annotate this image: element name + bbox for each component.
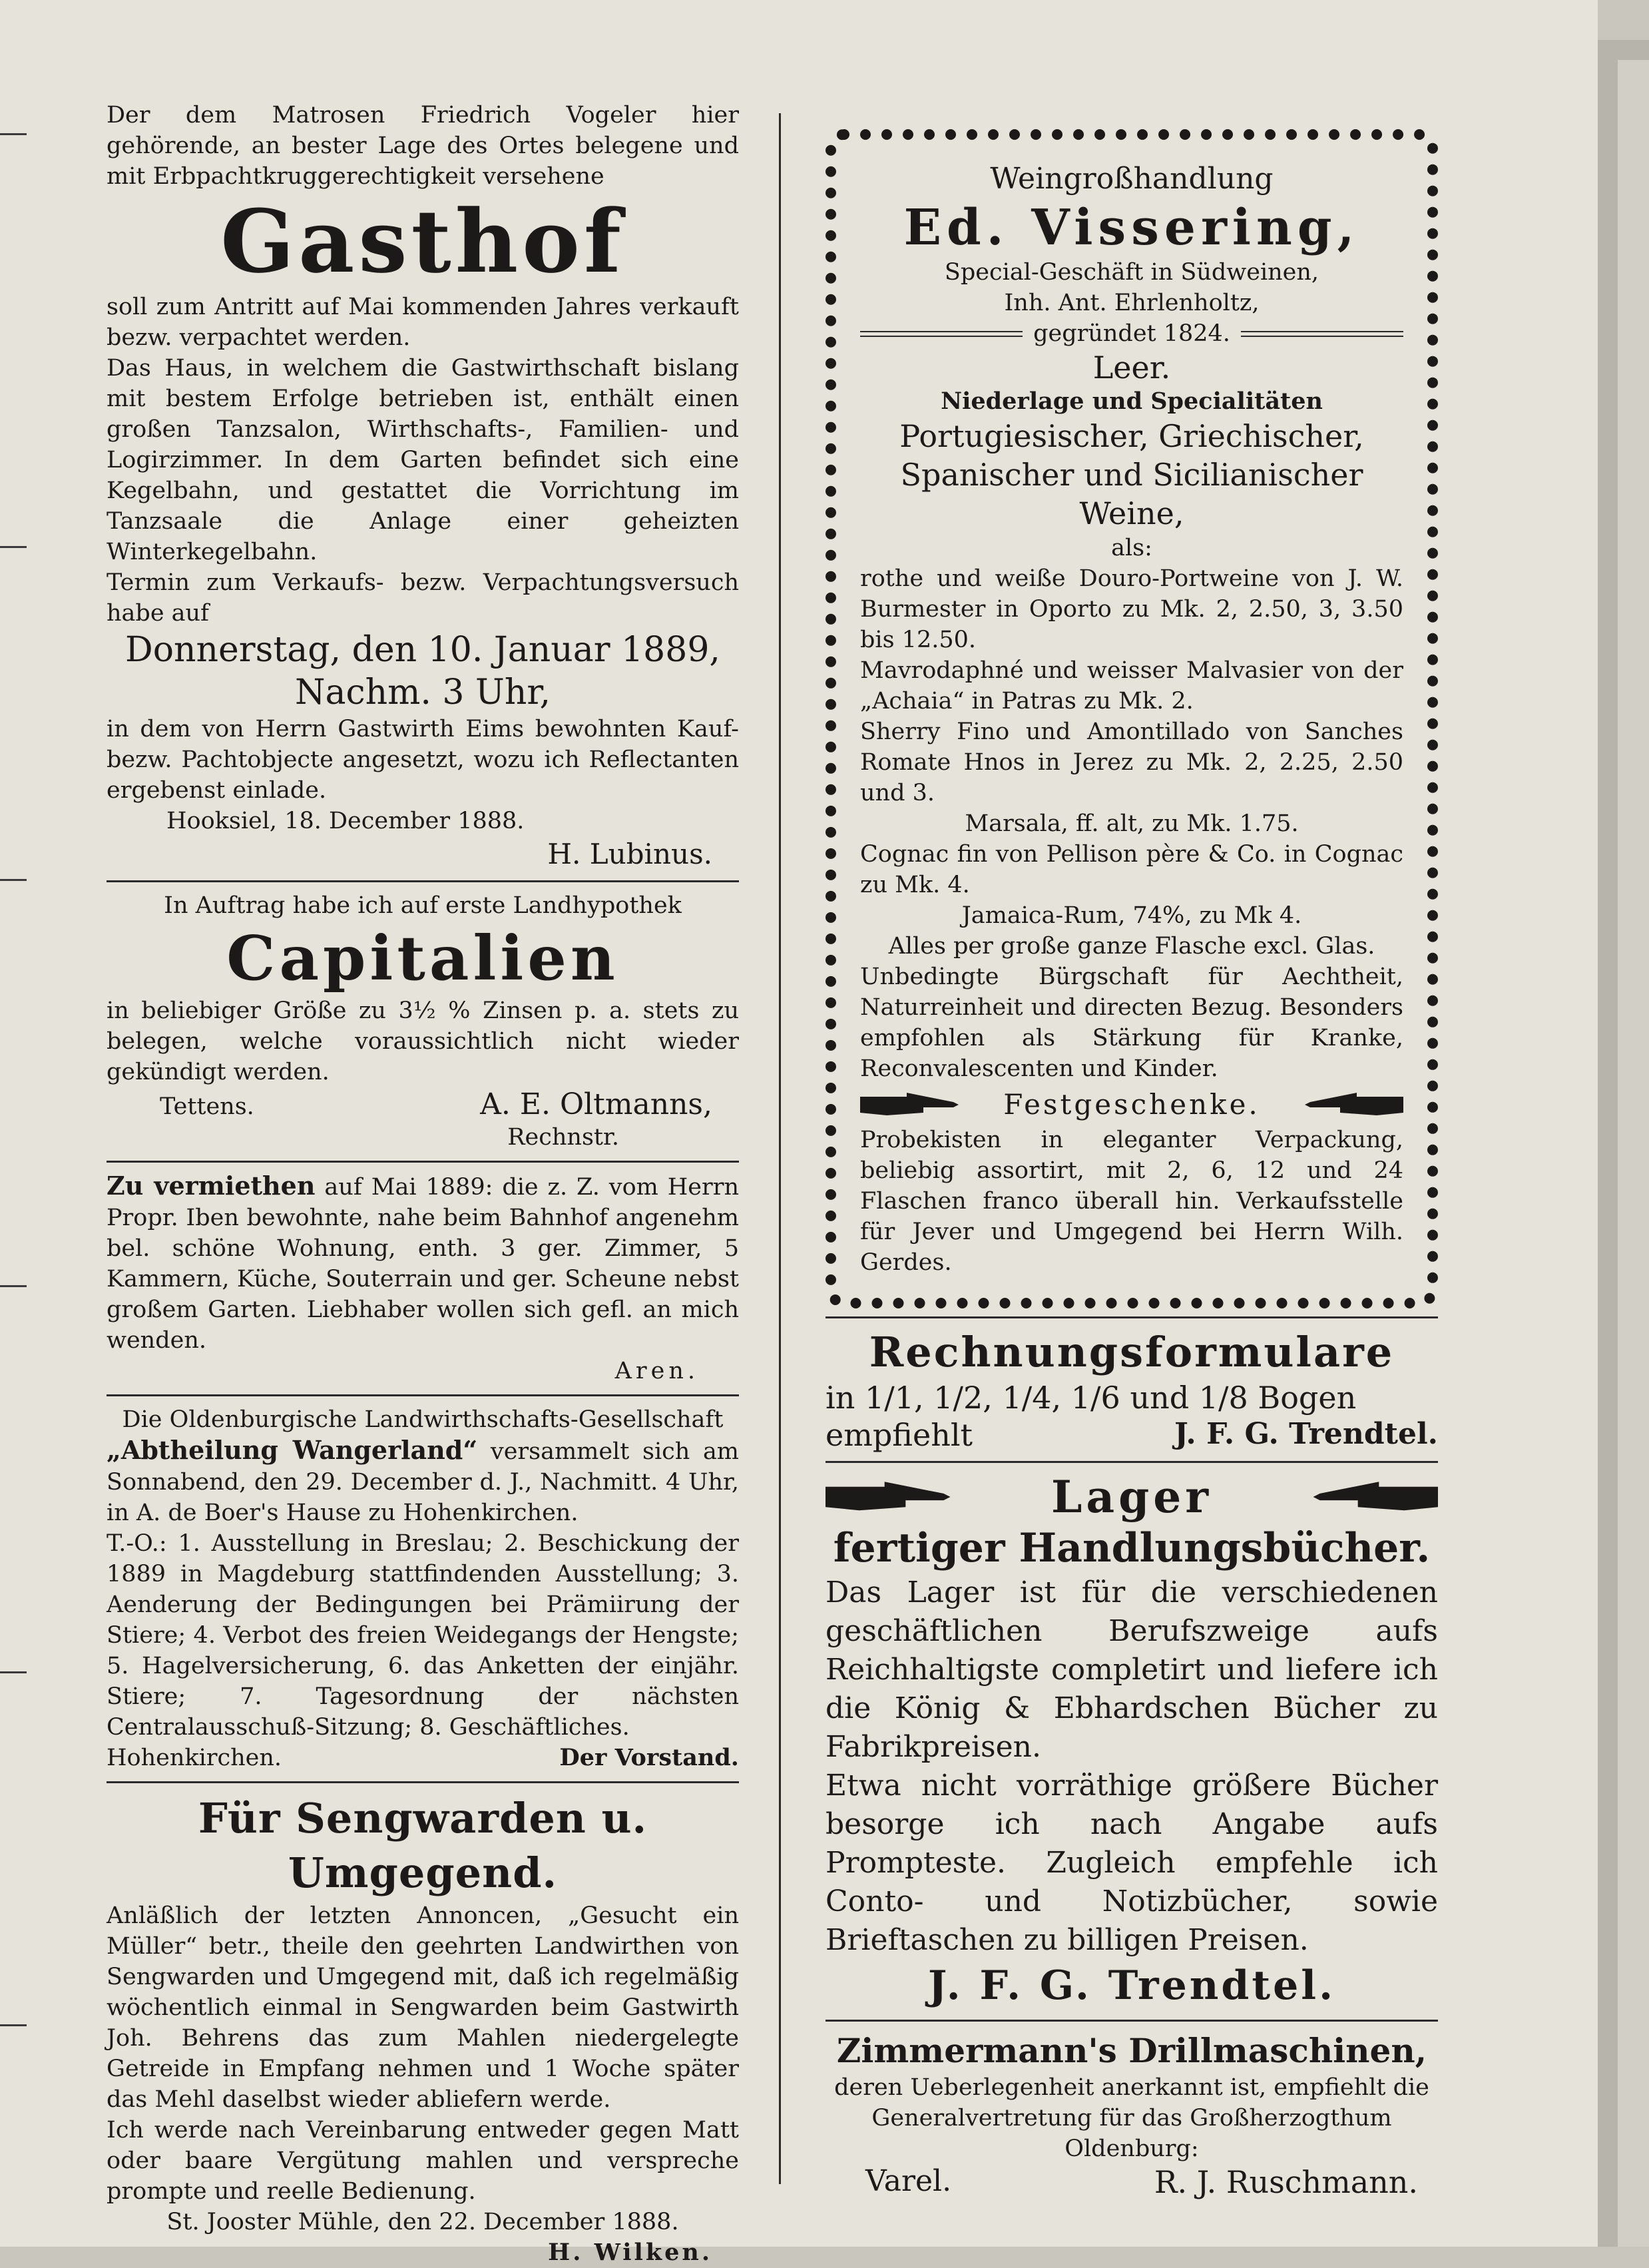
lager-subtitle: fertiger Handlungsbücher. xyxy=(833,1525,1431,1571)
rechnung-body: in 1/1, 1/2, 1/4, 1/6 und 1/8 Bogen xyxy=(825,1380,1357,1416)
verein-agenda: T.-O.: 1. Ausstellung in Breslau; 2. Beschickung der 1889 in Magdeburg stattfindenden Ausstellung; 3. Aenderung der Bedingungen bei Prämiirung der Stiere; 4. Verbot des freien Weidegangs der Hengste; 5. Hagelversicherung, 6. das Anketten der einjähr. Stiere; 7. Tagesordnung der nächsten Centralausschuß-Sitzung; 8. Geschäftliches. xyxy=(107,1530,739,1741)
separator xyxy=(825,1316,1438,1318)
separator xyxy=(825,2020,1438,2022)
vissering-item6: Jamaica-Rum, 74%, zu Mk 4. xyxy=(961,902,1302,929)
gasthof-body4: in dem von Herrn Gastwirth Eims bewohnten Kauf- bezw. Pachtobjecte angesetzt, wozu ich Reflectanten ergebenst einlade. xyxy=(107,716,739,804)
pointing-hand-icon xyxy=(825,1478,952,1516)
verein-signature: Der Vorstand. xyxy=(559,1744,739,1771)
verein-ad xyxy=(107,1404,739,1773)
verein-footer xyxy=(107,1743,739,1773)
gasthof-title: Gasthof xyxy=(220,190,625,292)
capitalien-ad xyxy=(107,890,739,1153)
vermiethen-body: auf Mai 1889: die z. Z. vom Herrn Propr. Iben bewohnte, nahe beim Bahnhof angenehm bel. schöne Wohnung, enth. 3 ger. Zimmer, 5 Kammern, Küche, Souterrain und ger. Scheune nebst großem Garten. Liebhaber wollen sich gefl. an mich wenden. xyxy=(107,1174,739,1354)
gasthof-date: Donnerstag, den 10. Januar 1889, xyxy=(125,630,720,670)
vissering-niederlage: Niederlage und Specialitäten xyxy=(941,388,1323,415)
capitalien-title: Capitalien xyxy=(226,922,619,994)
gasthof-intro: Der dem Matrosen Friedrich Vogeler hier gehörende, an bester Lage des Ortes belegene und mit Erbpachtkruggerechtigkeit versehene xyxy=(107,102,739,190)
pointing-hand-icon xyxy=(1303,1090,1403,1119)
gasthof-body3: Termin zum Verkaufs- bezw. Verpachtungsversuch habe auf xyxy=(107,569,739,627)
gasthof-body1: soll zum Antritt auf Mai kommenden Jahres verkauft bezw. verpachtet werden. xyxy=(107,294,739,351)
capitalien-role: Rechnstr. xyxy=(507,1124,619,1151)
capitalien-intro: In Auftrag habe ich auf erste Landhypothek xyxy=(164,892,682,919)
vermiethen-ad xyxy=(107,1171,739,1386)
capitalien-signature: A. E. Oltmanns, xyxy=(480,1087,712,1121)
vissering-founded: gegründet 1824. xyxy=(1033,320,1230,347)
lager-title-row xyxy=(825,1471,1438,1523)
separator xyxy=(107,1394,739,1396)
separator xyxy=(107,1781,739,1783)
lager-title: Lager xyxy=(1051,1471,1213,1523)
rechnung-title: Rechnungsformulare xyxy=(869,1328,1395,1376)
separator xyxy=(107,1161,739,1163)
margin-tick xyxy=(0,1285,27,1287)
vissering-item3: Sherry Fino und Amontillado von Sanches Romate Hnos in Jerez zu Mk. 2, 2.25, 2.50 und 3. xyxy=(860,718,1403,806)
lager-signature: J. F. G. Trendtel. xyxy=(928,1962,1335,2009)
left-column xyxy=(107,100,739,2268)
gasthof-body2: Das Haus, in welchem die Gastwirthschaft bislang mit bestem Erfolge betrieben ist, enthält einen großen Tanzsalon, Wirthschafts-, Familien- und Logirzimmer. In dem Garten befindet sich eine Kegelbahn, und gestattet die Vorrichtung im Tanzsaale die Anlage einer geheizten Winterkegelbahn. xyxy=(107,355,739,565)
pointing-hand-icon xyxy=(860,1090,960,1119)
margin-tick xyxy=(0,546,27,548)
vissering-name: Ed. Vissering, xyxy=(903,199,1360,256)
capitalien-footer xyxy=(107,1087,739,1122)
margin-tick xyxy=(0,133,27,135)
lager-ad xyxy=(825,1471,1438,2012)
double-rule xyxy=(860,331,1023,337)
sengwarden-ad xyxy=(107,1791,739,2268)
vissering-item1: rothe und weiße Douro-Portweine von J. W. Burmester in Oporto zu Mk. 2, 2.50, 3, 3.50 bis 12.50. xyxy=(860,565,1403,653)
zimmermann-ad xyxy=(825,2030,1438,2200)
vermiethen-signature: Aren. xyxy=(614,1358,699,1384)
gasthof-signature: H. Lubinus. xyxy=(547,838,712,870)
zimmermann-footer xyxy=(825,2164,1438,2200)
vissering-als: als: xyxy=(1111,535,1152,561)
vissering-fest: Festgeschenke. xyxy=(1003,1088,1260,1121)
capitalien-place: Tettens. xyxy=(160,1093,254,1120)
vissering-founded-row xyxy=(860,318,1403,349)
margin-tick xyxy=(0,1671,27,1673)
separator xyxy=(825,1461,1438,1463)
sengwarden-title: Für Sengwarden u. Umgegend. xyxy=(198,1794,648,1897)
zimmermann-body: deren Ueberlegenheit anerkannt ist, empfiehlt die Generalvertretung für das Großherzogthum Oldenburg: xyxy=(834,2074,1429,2162)
sengwarden-signature: H. Wilken. xyxy=(548,2239,712,2266)
gasthof-ad xyxy=(107,100,739,872)
vissering-item8: Unbedingte Bürgschaft für Aechtheit, Naturreinheit und directen Bezug. Besonders empfohlen als Stärkung für Kranke, Reconvalescenten und Kinder. xyxy=(860,964,1403,1082)
rechnung-signature: J. F. G. Trendtel. xyxy=(1174,1417,1438,1451)
vermiethen-lead: Zu vermiethen xyxy=(107,1171,316,1201)
vissering-line1: Weingroßhandlung xyxy=(990,162,1274,196)
gasthof-place: Hooksiel, 18. December 1888. xyxy=(166,808,525,834)
gasthof-time: Nachm. 3 Uhr, xyxy=(294,673,551,712)
verein-intro: Die Oldenburgische Landwirthschafts-Gesellschaft xyxy=(122,1406,724,1433)
vissering-line2: Special-Geschäft in Südweinen, xyxy=(944,259,1319,286)
separator xyxy=(107,880,739,882)
vissering-fest-row xyxy=(860,1088,1403,1121)
vissering-line3: Inh. Ant. Ehrlenholtz, xyxy=(1004,290,1260,316)
vissering-item7: Alles per große ganze Flasche excl. Glas. xyxy=(888,933,1375,960)
margin-tick xyxy=(0,2024,27,2026)
vissering-ad xyxy=(825,129,1438,1308)
vissering-item4: Marsala, ff. alt, zu Mk. 1.75. xyxy=(965,810,1299,837)
rechnung-footer xyxy=(825,1417,1438,1453)
vissering-item5: Cognac fin von Pellison père & Co. in Cognac zu Mk. 4. xyxy=(860,841,1403,898)
vissering-item9: Probekisten in eleganter Verpackung, beliebig assortirt, mit 2, 6, 12 und 24 Flaschen franco überall hin. Verkaufsstelle für Jever und Umgegend bei Herrn Wilh. Gerdes. xyxy=(860,1127,1403,1276)
capitalien-body: in beliebiger Größe zu 3½ % Zinsen p. a. stets zu belegen, welche voraussichtlich nicht wieder gekündigt werden. xyxy=(107,997,739,1085)
rechnung-ad xyxy=(825,1326,1438,1453)
verein-place: Hohenkirchen. xyxy=(107,1745,282,1771)
page-edge-stack xyxy=(1618,60,1649,2247)
lager-body2: Etwa nicht vorräthige größere Bücher besorge ich nach Angabe aufs Prompteste. Zugleich empfehle ich Conto- und Notizbücher, sowie Brieftaschen zu billigen Preisen. xyxy=(825,1769,1438,1957)
double-rule xyxy=(1241,331,1403,337)
vissering-weine: Portugiesischer, Griechischer, Spanischer und Sicilianischer Weine, xyxy=(899,418,1364,531)
rechnung-lead: empfiehlt xyxy=(825,1417,973,1453)
zimmermann-signature: R. J. Ruschmann. xyxy=(1154,2164,1418,2200)
right-column xyxy=(825,133,1438,2200)
column-divider xyxy=(779,113,781,2184)
sengwarden-place: St. Jooster Mühle, den 22. December 1888. xyxy=(166,2209,679,2235)
pointing-hand-icon xyxy=(1311,1478,1438,1516)
sengwarden-body2: Ich werde nach Vereinbarung entweder gegen Matt oder baare Vergütung mahlen und verspreche prompte und reelle Bedienung. xyxy=(107,2117,739,2205)
lager-body1: Das Lager ist für die verschiedenen geschäftlichen Berufszweige aufs Reichhaltigste completirt und liefere ich die König & Ebhardschen Bücher zu Fabrikpreisen. xyxy=(825,1575,1438,1764)
sengwarden-body1: Anläßlich der letzten Annoncen, „Gesucht ein Müller“ betr., theile den geehrten Landwirthen von Sengwarden und Umgegend mit, daß ich regelmäßig wöchentlich einmal in Sengwarden beim Gastwirth Joh. Behrens das zum Mahlen niedergelegte Getreide in Empfang nehmen und 1 Woche später das Mehl daselbst wieder abliefern werde. xyxy=(107,1902,739,2113)
verein-name: „Abtheilung Wangerland“ xyxy=(107,1435,478,1465)
zimmermann-place: Varel. xyxy=(865,2164,952,2198)
vissering-item2: Mavrodaphné und weisser Malvasier von der „Achaia“ in Patras zu Mk. 2. xyxy=(860,657,1403,714)
margin-tick xyxy=(0,879,27,881)
zimmermann-title: Zimmermann's Drillmaschinen, xyxy=(836,2031,1427,2070)
vissering-city: Leer. xyxy=(1092,350,1171,386)
verein-body: versammelt sich am Sonnabend, den 29. December d. J., Nachmitt. 4 Uhr, in A. de Boer's Hause zu Hohenkirchen. xyxy=(107,1438,739,1526)
